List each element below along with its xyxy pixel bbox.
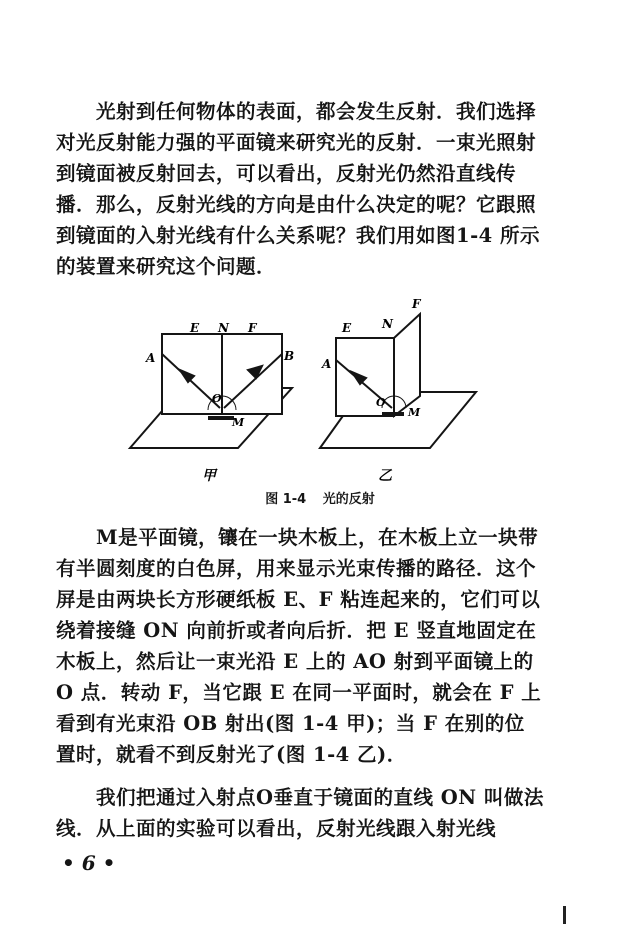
left-label-n: N bbox=[218, 321, 229, 335]
right-screen-f bbox=[394, 314, 420, 416]
paragraph-normal-line: 我们把通过入射点O垂直于镜面的直线 ON 叫做法线．从上面的实验可以看出，反射光线跟入射光线 bbox=[56, 786, 544, 840]
paragraph-apparatus: M是平面镜，镶在一块木板上，在木板上立一块带有半圆刻度的白色屏，用来显示光束传播的路径．这个屏是由两块长方形硬纸板 E、F 粘连起来的，它们可以绕着接缝 ON 向前折或者向后折．把 E 竖直地固定在木板上，然后让一束光沿 E 上的 AO 射到平面镜上的 O 点．转动 F，当它跟 E 在同一平面时，就会在 F 上看到有光束沿 OB 射出(图 1-4 甲)；当 F 在别的位置时，就看不到反射光了(图 1-4 乙)． bbox=[56, 526, 542, 766]
left-label-b: B bbox=[284, 349, 295, 363]
left-label-m: M bbox=[232, 416, 245, 429]
page-edge-mark bbox=[563, 906, 566, 924]
page-number: • 6 • bbox=[62, 851, 116, 875]
figure-caption bbox=[0, 488, 640, 507]
left-label-o: O bbox=[212, 392, 222, 405]
right-label-f: F bbox=[412, 297, 421, 311]
figure-caption-title: 光的反射 bbox=[322, 492, 375, 507]
left-label-a: A bbox=[146, 351, 156, 365]
left-label-e: E bbox=[190, 321, 200, 335]
paragraph-intro: 光射到任何物体的表面，都会发生反射．我们选择对光反射能力强的平面镜来研究光的反射．一束光照射到镜面被反射回去，可以看出，反射光仍然沿直线传播．那么，反射光线的方向是由什么决定的呢？它跟照到镜面的入射光线有什么关系呢？我们用如图1-4 所示的装置来研究这个问题． bbox=[56, 100, 541, 278]
right-sublabel: 乙 bbox=[378, 468, 392, 484]
right-label-e: E bbox=[342, 321, 352, 335]
right-label-o: O bbox=[376, 396, 386, 409]
figure-caption-number: 图 1-4 bbox=[265, 492, 307, 507]
left-sublabel: 甲 bbox=[202, 468, 216, 484]
figure-reflection-apparatus bbox=[120, 296, 480, 486]
right-label-n: N bbox=[382, 317, 393, 331]
right-label-m: M bbox=[408, 406, 421, 419]
left-label-f: F bbox=[248, 321, 257, 335]
right-label-a: A bbox=[322, 357, 332, 371]
